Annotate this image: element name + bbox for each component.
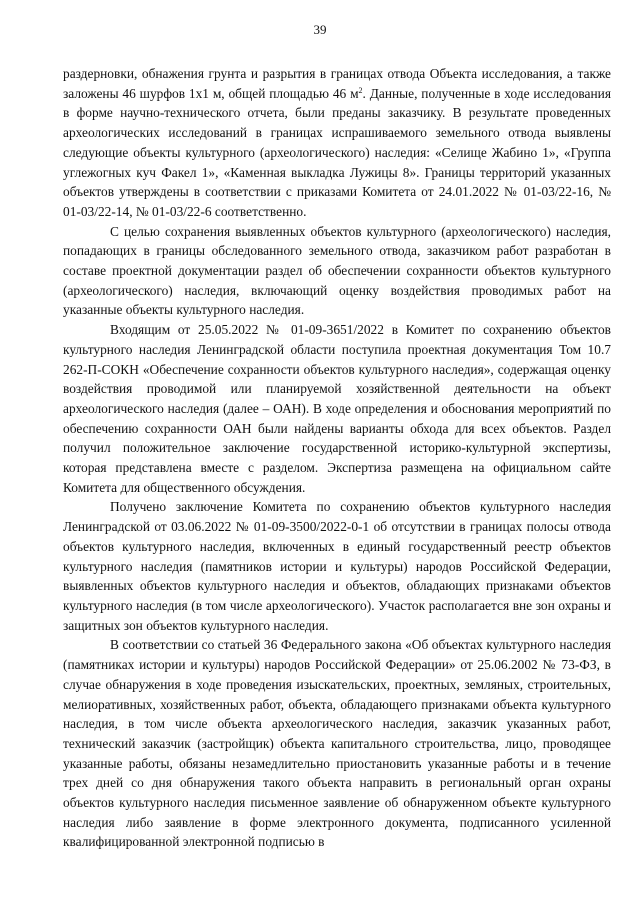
superscript-square: 2 — [358, 85, 363, 95]
paragraph-federal-law: В соответствии со статьей 36 Федерального закона «Об объектах культурного наследия (памятниках истории и культуры) народов Российской Федерации» от 25.06.2002 № 73-ФЗ, в случае обнаружения в ходе проведения изыскательских, проектных, земляных, строительных, мелиоративных, хозяйственных работ, объекта, обладающего признаками объекта культурного наследия, в том числе объекта археологического наследия, заказчик указанных работ, технический заказчик (застройщик) объекта капитального строительства, лицо, проводящее указанные работы, обязаны незамедлительно приостановить указанные работы и в течение трех дней со дня обнаружения такого объекта направить в региональный орган охраны объектов культурного наследия письменное заявление об обнаруженном объекте культурного наследия либо заявление в форме электронного документа, подписанного усиленной квалифицированной электронной подписью в — [63, 637, 611, 850]
paragraph-committee-conclusion: Получено заключение Комитета по сохранению объектов культурного наследия Ленинградской от 03.06.2022 № 01-09-3500/2022-0-1 об отсутствии в границах полосы отвода объектов культурного наследия, включенных в единый государственный реестр объектов культурного наследия (памятников истории и культуры) народов Российской Федерации, выявленных объектов культурного наследия и объектов, обладающих признаками объектов культурного наследия (в том числе археологического). Участок располагается вне зон охраны и защитных зон объектов культурного наследия. — [63, 499, 611, 633]
paragraph-text-part: раздерновки, обнажения грунта и разрытия в границах отвода Объекта исследования, а также заложены 46 шурфов 1x1 м, общей площадью 46 м — [63, 66, 611, 101]
paragraph-text-part: . Данные, полученные в ходе исследования в форме научно-технического отчета, были преданы заказчику. В результате проведенных археологических исследований в границах испрашиваемого земельного отвода выявлены следующие объекты культурного (археологического) наследия: «Селище Жабино 1», «Группа углежогных куч Факел 1», «Каменная выкладка Лужицы 8». Границы территорий указанных объектов утверждены в соответствии с приказами Комитета от 24.01.2022 № 01-03/22-16, № 01-03/22-14, № 01-03/22-6 соответственно. — [63, 85, 611, 219]
document-body — [63, 64, 611, 852]
paragraph-preservation-section: С целью сохранения выявленных объектов культурного (археологического) наследия, попадающих в границы обследованного земельного отвода, заказчиком работ разработан в составе проектной документации раздел об обеспечении сохранности объектов культурного (археологического) наследия, включающий оценку воздействия проводимых работ на указанные объекты культурного наследия. — [63, 223, 611, 318]
paragraph-incoming-documentation: Входящим от 25.05.2022 № 01-09-3651/2022 в Комитет по сохранению объектов культурного наследия Ленинградской области поступила проектная документация Том 10.7 262-П-СОКН «Обеспечение сохранности объектов культурного наследия», содержащая оценку воздействия проводимой или планируемой хозяйственной деятельности на объект археологического наследия (далее – ОАН). В ходе определения и обоснования мероприятий по обеспечению сохранности ОАН были найдены варианты обхода для всех объектов. Раздел получил положительное заключение государственной историко-культурной экспертизы, которая представлена вместе с разделом. Экспертиза размещена на официальном сайте Комитета для общественного обсуждения. — [63, 322, 611, 495]
page-number: 39 — [313, 22, 327, 37]
paragraph-archaeological-survey — [63, 64, 611, 222]
